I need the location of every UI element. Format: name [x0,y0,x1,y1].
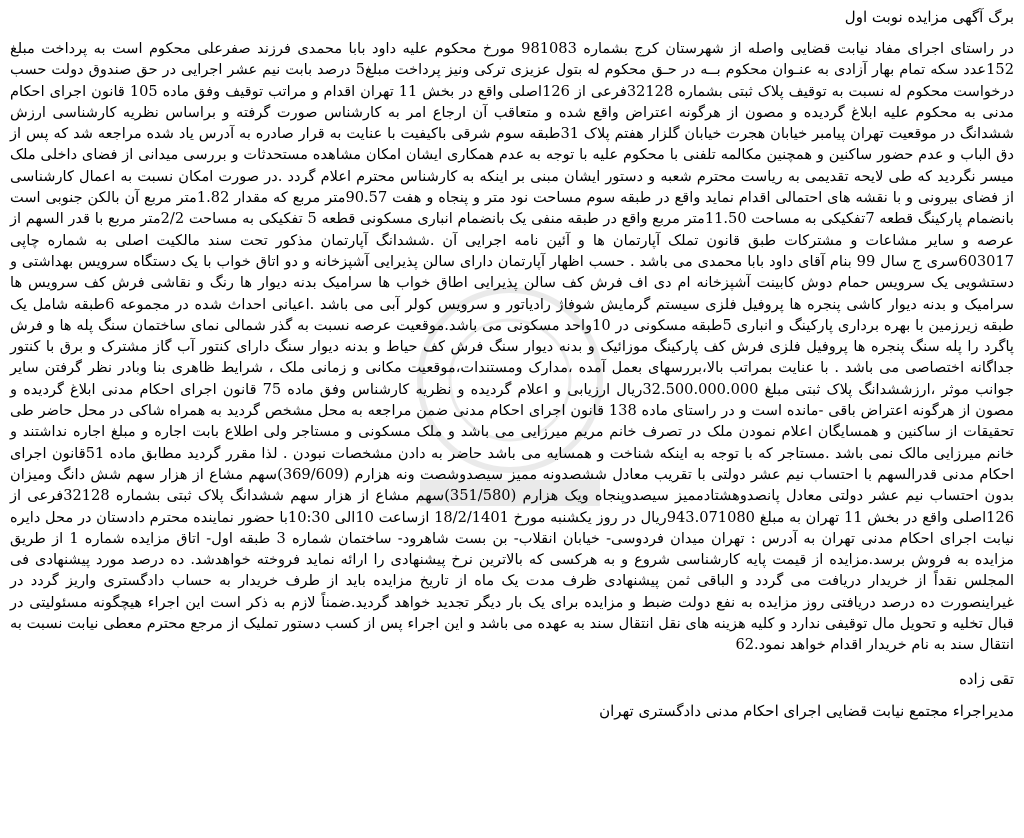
office-title: مدیراجراء مجتمع نیابت قضایی اجرای احکام مدنی دادگستری تهران [599,701,1014,720]
signer-name: تقی زاده [959,669,1014,688]
notice-title: برگ آگهی مزایده نوبت اول [844,8,1014,26]
notice-body: در راستای اجرای مفاد نیابت قضایی واصله از شهرستان کرج بشماره 981083 مورخ محکوم علیه داود بابا محمدی فرزند صفرعلی محکوم است به پرداخت مبلغ 152عدد سکه تمام بهار آزادی به عنـوان محکوم بــه در حـق محکوم له بتول عزیزی ترکی ونیز پرداخت مبلغ5 درصد بابت نیم عشر اجرایی در حق صندوق دولت حسب درخواست محکوم له نسبت به توقیف پلاک ثبتی بشماره 32128فرعی از 126اصلی واقع در بخش 11 تهران اقدام و مراتب توقیف وفق ماده 105 قانون اجرای احکام مدنی به محکوم علیه ابلاغ گردیده و مصون از هرگونه اعتراض واقع شده و متعاقب آن ارجاع امر به کارشناس صورت گرفته و براساس نظریه کارشناسی ارزش ششدانگ در موقعیت تهران پیامبر خیابان هجرت خیابان گلزار هفتم پلاک 31طبقه سوم شرقی باکیفیت با عنایت به قرار صادره به آدرس یاد شده مراجعه شد که پس از دق الباب و عدم حضور ساکنین و همچنین مکالمه تلفنی با محکوم علیه با توجه به عدم همکاری ایشان امکان مشاهده مستحدثات و بررسی میدانی از فضای داخلی ملک میسر نگردید که طی لایحه تقدیمی به ریاست محترم شعبه و دستور ایشان مبنی بر اینکه به کارشناس محترم اعلام گردد .در صورت امکان نسبت به اعمال کارشناسی از فضای بیرونی و با نقشه های احتمالی اقدام نماید واقع در طبقه سوم مساحت نود متر و پنجاه و هفت 90.57متر مربع که مقدار 1.82متر مربع آن بالکن جنوبی است بانضمام پارکینگ قطعه 7تفکیکی به مساحت 11.50متر مربع واقع در طبقه منفی یک بانضمام انباری مسکونی قطعه 5 تفکیکی به مساحت 2/2متر مربع با قدر السهم از عرصه و سایر مشاعات و مشترکات طبق قانون تملک آپارتمان ها و آئین نامه اجرایی آن .ششدانگ آپارتمان مذکور تحت سند مالکیت اصلی به شماره چاپی 603017سری ج سال 99 بنام آقای داود بابا محمدی می باشد . حسب اظهار آپارتمان دارای سالن پذیرایی آشپزخانه و دو اتاق خواب با یک دستگاه سرویس بهداشتی و دستشویی یک سرویس حمام دوش کابینت آشپزخانه ام دی اف فرش کف سالن پذیرایی اطاق خواب ها سرامیک بدنه دیوار ها رنگ و نقاشی فرش کف سرویس ها سرامیک و بدنه دیوار کاشی پنجره ها پروفیل فلزی سیستم گرمایش شوفاژ رادیاتور و سرویس کولر آبی می باشد .اعیانی احداث شده در مجموعه 6طبقه شامل یک طبقه زیرزمین با بهره برداری پارکینگ و انباری 5طبقه مسکونی در 10واحد مسکونی می باشد.موقعیت عرصه نسبت به گذر شمالی نمای ساختمان سنگ پله ها و فرش پاگرد را پله سنگ پنجره ها پروفیل فلزی فرش کف پارکینگ موزائیک و بدنه دیوار سنگ فرش کف حیاط و بدنه دیوار سنگ دارای کنتور آب گاز مشترک و برق با کنتور جداگانه اختصاصی می باشد . با عنایت بمراتب بالا،بررسهای بعمل آمده ،مدارک ومستندات،موقعیت مکانی و زمانی ملک ، شرایط ظاهری بنا وبادر نظر گرفتن سایر جوانب موثر ،ارزششدانگ پلاک ثبتی مبلغ 32.500.000.000ریال ارزیابی و اعلام گردیده و نظریه کارشناس وفق ماده 75 قانون اجرای احکام مدنی ابلاغ گردیده و مصون از هرگونه اعتراض باقی -مانده است و در راستای ماده 138 قانون اجرای احکام مدنی ضمن مراجعه به محل مشخص گردید به همراه شاکی در محل حاضر طی تحقیقات از ساکنین و همسایگان اعلام نمودن ملک در تصرف خانم مریم میرزایی می باشد و ملک مسکونی و مستاجر ولی اطلاع بابت اجاره و مبلغ اجاره نداشتند و خانم میرزایی مالک نمی باشد .مستاجر که با توجه به اینکه شناخت و همسایه می باشد حاضر به دادن مشخصات نبودن . لذا مقرر گردید مطابق ماده 51قانون اجرای احکام مدنی قدرالسهم با احتساب نیم عشر دولتی با تقریب معادل ششصدونه ممیز سیصدوشصت ونه هزارم (369/609)سهم مشاع از هزار سهم شش دانگ ومیزان بدون احتساب نیم عشر دولتی معادل پانصدوهشتادممیز سیصدوپنجاه ویک هزارم (351/580)سهم مشاع از هزار سهم ششدانگ پلاک ثبتی بشماره 32128فرعی از 126اصلی واقع در بخش 11 تهران به مبلغ 943.071080ریال در روز یکشنبه مورخ 18/2/1401 ازساعت 10الی 10:30با حضور نماینده محترم دادستان در محل دایره نیابت اجرای احکام مدنی تهران به آدرس : تهران میدان فردوسی- خیابان انقلاب- بن بست شاهرود- ساختمان شماره 3 طبقه اول- اتاق مزایده شماره 1 از طریق مزایده به فروش برسد.مزایده از قیمت پایه کارشناسی شروع و به هرکسی که بالاترین نرخ پیشنهادی را ارائه نماید فروخته خواهدشد. ده درصد مورد پیشنهادی فی المجلس نقداً از خریدار دریافت می گردد و الباقی ثمن پیشنهادی ظرف مدت یک ماه از تاریخ مزایده باید از طرف خریدار به حساب دادگستری واریز گردد در غیراینصورت ده درصد دریافتی روز مزایده به نفع دولت ضبط و مزایده برای یک بار دیگر تجدید خواهد گردید.ضمناً لازم به ذکر است این اجراء هیچگونه مسئولیتی در قبال تخلیه و تحویل مال توقیفی ندارد و کلیه هزینه های نقل انتقال سند به عهده می باشد و این اجراء پس از کسب دستور تملیک از مرجع محترم معطی نیابت نسبت به انتقال سند به نام خریدار اقدام خواهد نمود.62 [10,40,1015,654]
